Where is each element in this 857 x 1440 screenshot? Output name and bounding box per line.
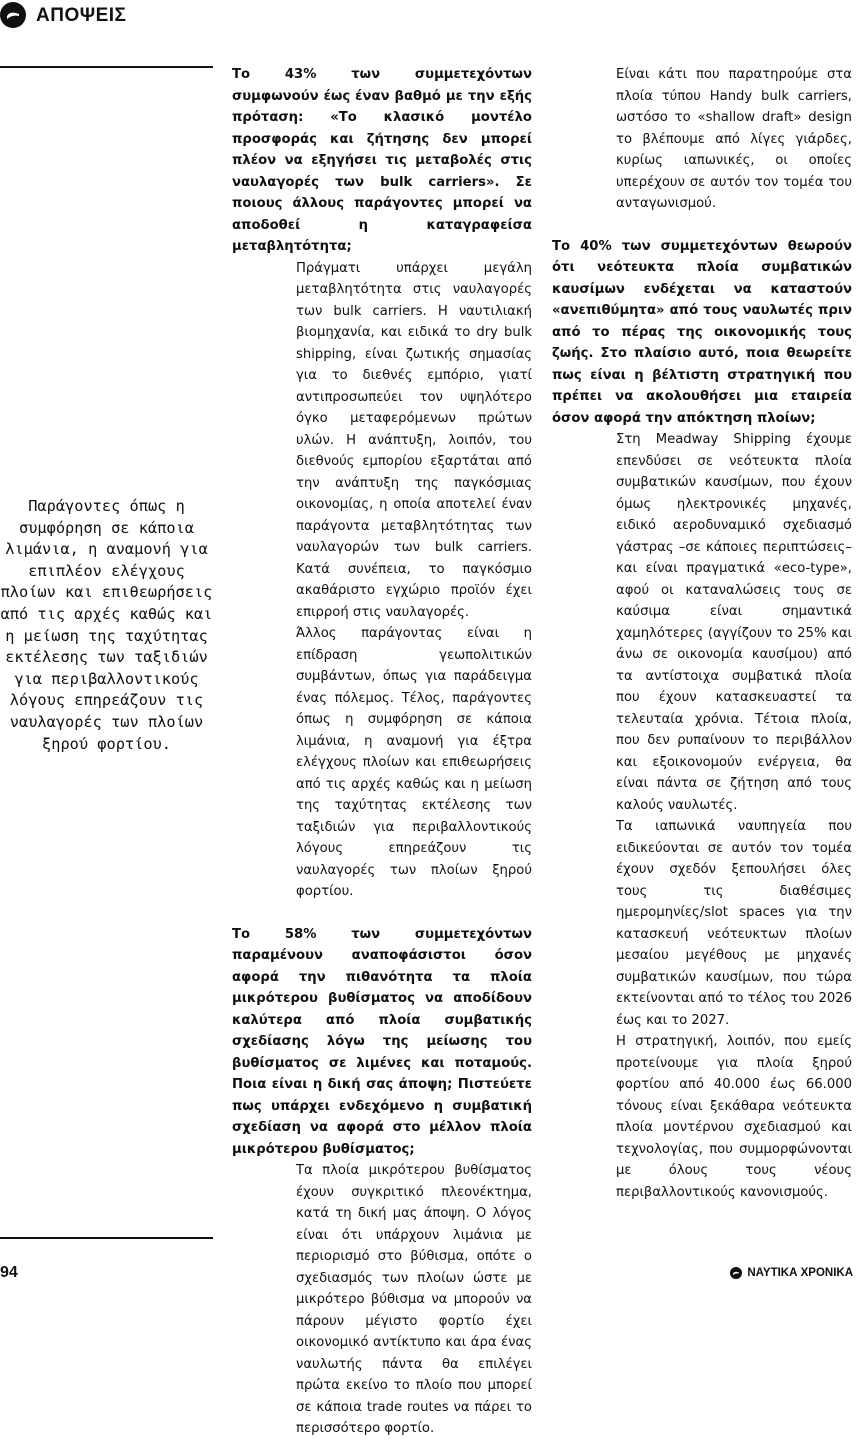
answer-2-paragraph-2: Είναι κάτι που παρατηρούμε στα πλοία τύπου Handy bulk carriers, ωστόσο το «shallow draft» design το βλέπουμε από λίγες γιάρδες, κυρίως ιαπωνικές, οι οποίες υπερέχουν σε αυτόν τον τομέα του ανταγωνισμού. (616, 67, 852, 211)
section-title: ΑΠΟΨΕΙΣ (36, 5, 127, 26)
question-1: Το 43% των συμμετεχόντων συμφωνούν έως έναν βαθμό με την εξής πρόταση: «Το κλασικό μοντέλο προσφοράς και ζήτησης δεν μπορεί πλέον να εξηγήσει τις μεταβολές στις ναυλαγορές των bulk carriers». Σε ποιους άλλους παράγοντες μπορεί να αποδοθεί η καταγραφείσα μεταβλητότητα; (232, 67, 532, 254)
wave-mini-icon (732, 1269, 740, 1277)
page-number: 94 (0, 1264, 18, 1281)
answer-1-paragraph-2: Άλλος παράγοντας είναι η επίδραση γεωπολιτικών συμβάντων, όπως για παράδειγμα ένας πόλεμος. Τέλος, παράγοντες όπως η συμφόρηση σε κάποια λιμάνια, η αναμονή για έξτρα ελέγχους πλοίων και επιθεωρήσεις από τις αρχές καθώς και η μείωση της ταχύτητας εκτέλεσης των ταξιδιών για περιβαλλοντικούς λόγους επηρεάζουν τις ναυλαγορές των πλοίων ξηρού φορτίου. (296, 626, 532, 899)
answer-3-paragraph-1: Στη Meadway Shipping έχουμε επενδύσει σε νεότευκτα πλοία συμβατικών καυσίμων, που έχουν όμως ηλεκτρονικές μηχανές, ειδικό αεροδυναμικό σχεδιασμό γάστρας –σε κάποιες περιπτώσεις– και είναι πραγματικά «eco-type», αφού οι καταναλώσεις τους σε καύσιμα είναι σημαντικά χαμηλότερες (αγγίζουν το 25% και άνω σε οικονομία καυσίμου) από τα αντίστοιχα συμβατικά πλοία που έχουν κατασκευαστεί τα τελευταία χρόνια. Τέτοια πλοία, που δεν ρυπαίνουν το περιβάλλον και εξοικονομούν ενέργεια, θα είναι πάντα σε ζήτηση από τους καλούς ναυλωτές. (616, 432, 852, 813)
pull-quote (0, 496, 213, 755)
answer-2-paragraph-1: Τα πλοία μικρότερου βυθίσματος έχουν συγκριτικό πλεονέκτημα, κατά τη δική μας άποψη. Ο λόγος είναι ότι υπάρχουν λιμάνια με περιορισμό στο βύθισμα, οπότε ο σχεδιασμός των πλοίων ώστε με μικρότερο βύθισμα να μπορούν να πάρουν μέγιστο φορτίο έχει οικονομικό αντίκτυπο και άρα ένας ναυλωτής πάντα θα επιλέγει πρώτα εκείνο το πλοίο που μπορεί σε κάποια trade routes να πάρει το περισσότερο φορτίο. (296, 1163, 532, 1436)
answer-3-paragraph-3: Η στρατηγική, λοιπόν, που εμείς προτείνουμε για πλοία ξηρού φορτίου από 40.000 έως 66.000 τόνους είναι ξεκάθαρα νεότευκτα πλοία μοντέρνου σχεδιασμού και τεχνολογίας, που συμμορφώνονται με όλους τους νέους περιβαλλοντικούς κανονισμούς. (616, 1034, 852, 1200)
answer-1-paragraph-1: Πράγματι υπάρχει μεγάλη μεταβλητότητα στις ναυλαγορές των bulk carriers. Η ναυτιλιακή βιομηχανία, και ειδικά το dry bulk shipping, είναι ζωτικής σημασίας για το διεθνές εμπόριο, γιατί αντιπροσωπεύει τον υψηλότερο όγκο μεταφερόμενων πρώτων υλών. Η ανάπτυξη, λοιπόν, του διεθνούς εμπορίου εξαρτάται από την ανάπτυξη της παγκόσμιας οικονομίας, η οποία αποτελεί έναν παράγοντα μεταβλητότητας των ναυλαγορών των bulk carriers. Κατά συνέπεια, το παγκόσμιο ακαθάριστο εγχώριο προϊόν έχει επιρροή στις ναυλαγορές. (296, 260, 532, 620)
bottom-divider (0, 1237, 213, 1239)
wave-glyph-icon (5, 7, 21, 23)
top-divider (0, 66, 213, 68)
brand-name: ΝΑΥΤΙΚΑ ΧΡΟΝΙΚΑ (747, 1267, 853, 1279)
pull-quote-text: Παράγοντες όπως η συμφόρηση σε κάποια λιμάνια, η αναμονή για επιπλέον ελέγχους πλοίων και επιθεωρήσεις από τις αρχές καθώς και η μείωση της ταχύτητας εκτέλεσης των ταξιδιών για περιβαλλοντικούς λόγους επηρεάζουν τις ναυλαγορές των πλοίων ξηρού φορτίου. (0, 497, 213, 753)
footer-brand (730, 1267, 853, 1279)
question-3: Το 40% των συμμετεχόντων θεωρούν ότι νεότευκτα πλοία συμβατικών καυσίμων ενδέχεται να καταστούν «ανεπιθύμητα» από τους ναυλωτές πριν από το πέρας της οικονομικής τους ζωής. Στο πλαίσιο αυτό, ποια θεωρείτε πως είναι η βέλτιστη στρατηγική που πρέπει να ακολουθήσει μια εταιρεία όσον αφορά την απόκτηση πλοίων; (552, 238, 852, 426)
answer-3-paragraph-2: Τα ιαπωνικά ναυπηγεία που ειδικεύονται σε αυτόν τον τομέα έχουν σχεδόν ξεπουλήσει όλες τους τις διαθέσιμες ημερομηνίες/slot spaces για την κατασκευή νεότευκτων πλοίων μεσαίου μεγέθους με μηχανές συμβατικών καυσίμων, που τώρα εκτείνονται από το τέλος του 2026 έως και το 2027. (616, 819, 852, 1028)
wave-badge-icon (0, 2, 26, 28)
wave-logo-icon (730, 1267, 742, 1279)
article-column-2 (552, 64, 852, 1203)
question-2: Το 58% των συμμετεχόντων παραμένουν αναποφάσιστοι όσον αφορά την πιθανότητα τα πλοία μικρότερου βυθίσματος να αποδίδουν καλύτερα από πλοία συμβατικής σχεδίασης λόγω της μείωσης του βυθίσματος σε λιμένες και ποταμούς. Ποια είναι η δική σας άποψη; Πιστεύετε πως υπάρχει ενδεχόμενο η συμβατική σχεδίαση να αφορά στο μέλλον πλοία μικρότερου βυθίσματος; (232, 926, 532, 1157)
article-column-1 (232, 64, 532, 1440)
